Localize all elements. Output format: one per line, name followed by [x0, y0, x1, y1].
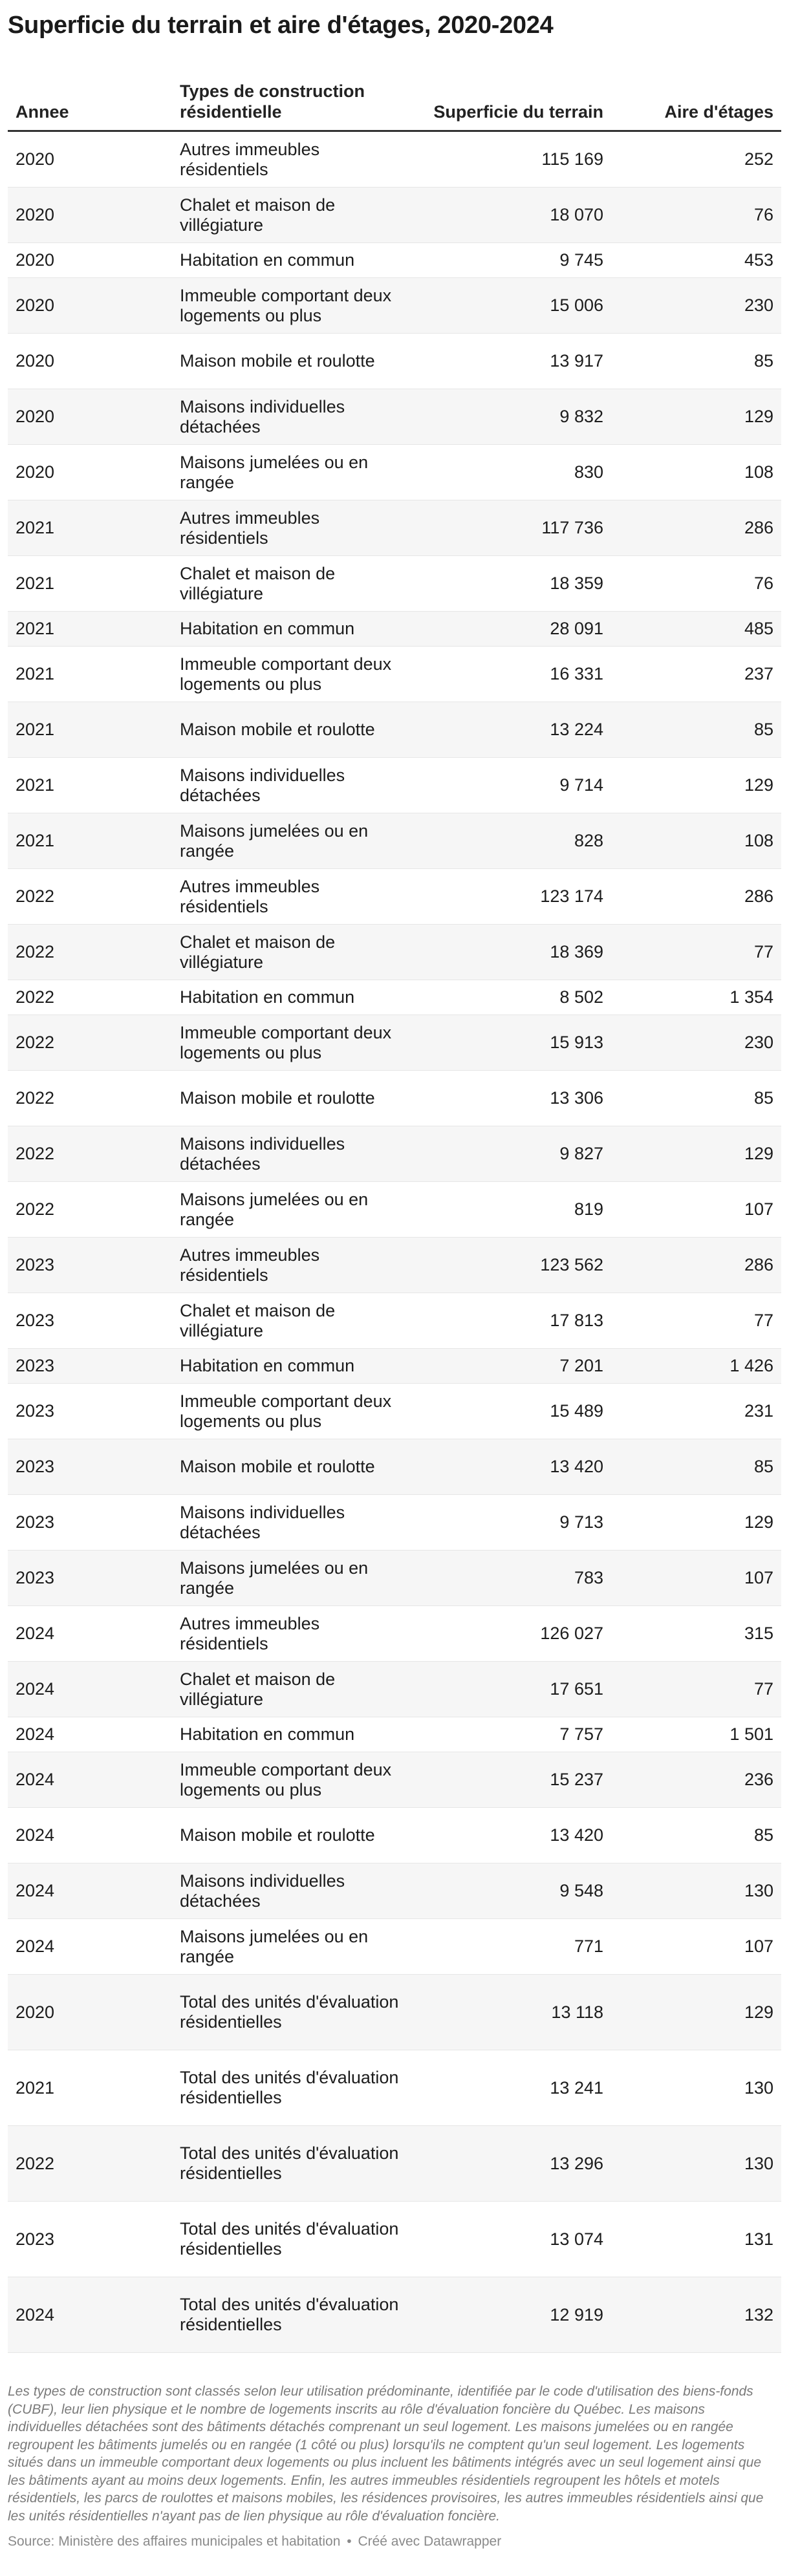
cell-aire: 130 — [744, 1881, 773, 1900]
cell-type: Autres immeubles résidentiels — [180, 508, 320, 548]
footnote-notes: Les types de construction sont classés selon leur utilisation prédominante, identifiée par le code d'utilisation des biens-fonds (CUBF), leur lien physique et le nombre de logements inscrits au rôle d'évaluation foncière du Québec. Les maisons individuelles détachées sont des bâtiments détachés comprenant un seul logement. Les maisons jumelées ou en rangée regroupent les bâtiments jumelés ou en rangée (1 côté ou plus) lorsqu'ils ne comptent qu'un seul logement. Les logements situés dans un immeuble comportant deux logements ou plus incluent les bâtiments intégrés avec un seul logement ainsi que les bâtiments ayant au moins deux logements. Enfin, les autres immeubles résidentiels regroupent les hôtels et motels résidentiels, les parcs de roulottes et maisons mobiles, les résidences provisoires, les autres immeubles résidentiels ainsi que les unités résidentielles n'ayant pas de lien physique au rôle d'évaluation foncière. — [8, 2384, 764, 2524]
cell-aire: 129 — [744, 775, 773, 795]
cell-superficie: 15 006 — [550, 295, 603, 315]
table-row — [8, 1238, 781, 1293]
cell-annee: 2023 — [16, 1401, 55, 1421]
table-row — [8, 1662, 781, 1717]
cell-type: Chalet et maison de villégiature — [180, 1669, 336, 1709]
header-superficie[interactable]: Superficie du terrain — [433, 102, 603, 122]
cell-annee: 2024 — [16, 2304, 55, 2324]
table-row — [8, 869, 781, 925]
cell-type: Maisons individuelles détachées — [180, 1502, 345, 1542]
cell-aire: 132 — [744, 2304, 773, 2324]
cell-superficie: 17 813 — [550, 1311, 603, 1330]
table-row — [8, 389, 781, 445]
table-row — [8, 758, 781, 813]
cell-annee: 2020 — [16, 295, 55, 315]
cell-superficie: 12 919 — [550, 2304, 603, 2324]
table-row — [8, 132, 781, 188]
cell-aire: 1 426 — [730, 1356, 773, 1375]
cell-aire: 85 — [753, 1088, 773, 1108]
header-aire[interactable]: Aire d'étages — [664, 102, 773, 122]
table-row — [8, 1293, 781, 1349]
cell-annee: 2021 — [16, 518, 55, 537]
cell-superficie: 13 074 — [550, 2229, 603, 2249]
cell-annee: 2021 — [16, 619, 55, 638]
cell-aire: 129 — [744, 407, 773, 426]
table-row — [8, 1919, 781, 1975]
cell-superficie: 15 913 — [550, 1033, 603, 1052]
source-separator: • — [347, 2534, 352, 2549]
cell-aire: 107 — [744, 1199, 773, 1219]
cell-superficie: 8 502 — [559, 987, 603, 1007]
table-row — [8, 2050, 781, 2126]
cell-type: Autres immeubles résidentiels — [180, 1245, 320, 1285]
table-row — [8, 1349, 781, 1384]
cell-superficie: 18 369 — [550, 942, 603, 961]
table-row — [8, 2277, 781, 2353]
cell-type: Maisons jumelées ou en rangée — [180, 1558, 369, 1598]
cell-annee: 2022 — [16, 1088, 55, 1108]
cell-annee: 2021 — [16, 831, 55, 850]
cell-type: Immeuble comportant deux logements ou plus — [180, 285, 392, 325]
cell-aire: 286 — [744, 518, 773, 537]
cell-type: Maison mobile et roulotte — [180, 1088, 375, 1108]
cell-superficie: 9 548 — [559, 1881, 603, 1900]
cell-superficie: 13 420 — [550, 1825, 603, 1845]
cell-superficie: 9 827 — [559, 1144, 603, 1163]
cell-type: Maisons individuelles détachées — [180, 1133, 345, 1174]
cell-annee: 2024 — [16, 1679, 55, 1699]
cell-type: Habitation en commun — [180, 1356, 355, 1375]
cell-aire: 77 — [753, 942, 773, 961]
cell-aire: 76 — [753, 574, 773, 593]
cell-superficie: 18 070 — [550, 205, 603, 224]
cell-superficie: 9 714 — [559, 775, 603, 795]
table-row — [8, 647, 781, 702]
cell-annee: 2023 — [16, 1512, 55, 1532]
cell-superficie: 15 237 — [550, 1770, 603, 1789]
table-row — [8, 2202, 781, 2277]
cell-aire: 129 — [744, 2002, 773, 2022]
table-header — [8, 70, 781, 132]
table-row — [8, 1126, 781, 1182]
cell-type: Maisons jumelées ou en rangée — [180, 821, 369, 861]
table-row — [8, 278, 781, 334]
cell-aire: 286 — [744, 1255, 773, 1274]
cell-type: Immeuble comportant deux logements ou plus — [180, 1759, 392, 1799]
cell-type: Maisons jumelées ou en rangée — [180, 1189, 369, 1229]
cell-superficie: 830 — [574, 462, 603, 482]
cell-aire: 85 — [753, 351, 773, 370]
cell-type: Total des unités d'évaluation résidentielles — [180, 2068, 399, 2107]
cell-annee: 2023 — [16, 1255, 55, 1274]
cell-annee: 2022 — [16, 886, 55, 906]
cell-type: Habitation en commun — [180, 987, 355, 1007]
cell-type: Total des unités d'évaluation résidentielles — [180, 2219, 399, 2259]
cell-superficie: 28 091 — [550, 619, 603, 638]
table-row — [8, 612, 781, 647]
cell-annee: 2020 — [16, 2002, 55, 2022]
cell-superficie: 13 118 — [551, 2002, 603, 2022]
table-row — [8, 1606, 781, 1662]
source-line — [8, 2533, 781, 2550]
cell-annee: 2024 — [16, 1624, 55, 1643]
cell-annee: 2024 — [16, 1937, 55, 1956]
table-row — [8, 1808, 781, 1863]
cell-annee: 2022 — [16, 1033, 55, 1052]
table-row — [8, 1717, 781, 1752]
cell-superficie: 783 — [574, 1568, 603, 1587]
cell-aire: 107 — [744, 1937, 773, 1956]
table-row — [8, 445, 781, 500]
cell-annee: 2022 — [16, 1199, 55, 1219]
cell-superficie: 9 745 — [559, 250, 603, 270]
cell-annee: 2022 — [16, 2153, 55, 2173]
cell-superficie: 13 241 — [550, 2077, 603, 2098]
cell-superficie: 13 296 — [550, 2153, 603, 2173]
cell-type: Habitation en commun — [180, 1724, 355, 1744]
cell-superficie: 9 713 — [559, 1512, 603, 1532]
header-spacer — [8, 40, 781, 70]
cell-annee: 2020 — [16, 250, 55, 270]
cell-type: Immeuble comportant deux logements ou plus — [180, 654, 392, 694]
cell-type: Chalet et maison de villégiature — [180, 1300, 336, 1340]
cell-aire: 129 — [744, 1144, 773, 1163]
cell-superficie: 123 562 — [540, 1255, 603, 1274]
table-row — [8, 1384, 781, 1439]
credit-link[interactable]: Créé avec Datawrapper — [358, 2534, 502, 2549]
header-annee[interactable]: Annee — [16, 102, 69, 122]
cell-annee: 2024 — [16, 1825, 55, 1845]
cell-superficie: 123 174 — [540, 886, 603, 906]
cell-aire: 85 — [753, 1457, 773, 1476]
cell-annee: 2023 — [16, 1457, 55, 1476]
cell-type: Chalet et maison de villégiature — [180, 932, 336, 972]
header-type[interactable]: Types de construction résidentielle — [180, 81, 365, 122]
cell-annee: 2023 — [16, 1311, 55, 1330]
table-row — [8, 1015, 781, 1071]
cell-type: Maison mobile et roulotte — [180, 351, 375, 370]
table-body — [8, 132, 781, 2353]
cell-aire: 315 — [744, 1624, 773, 1643]
cell-superficie: 7 201 — [559, 1356, 603, 1375]
cell-type: Habitation en commun — [180, 619, 355, 638]
cell-superficie: 16 331 — [550, 664, 603, 683]
cell-aire: 129 — [744, 1512, 773, 1532]
table-row — [8, 813, 781, 869]
cell-type: Immeuble comportant deux logements ou plus — [180, 1391, 392, 1431]
cell-annee: 2020 — [16, 149, 55, 169]
cell-annee: 2021 — [16, 2077, 55, 2098]
cell-aire: 231 — [744, 1401, 773, 1421]
cell-annee: 2024 — [16, 1770, 55, 1789]
table-row — [8, 925, 781, 980]
cell-type: Autres immeubles résidentiels — [180, 139, 320, 179]
cell-superficie: 13 420 — [550, 1457, 603, 1476]
chart-title: Superficie du terrain et aire d'étages, 2020-2024 — [8, 12, 554, 39]
cell-annee: 2022 — [16, 942, 55, 961]
cell-annee: 2021 — [16, 664, 55, 683]
cell-aire: 1 501 — [730, 1724, 773, 1744]
cell-superficie: 117 736 — [541, 518, 603, 537]
cell-type: Habitation en commun — [180, 250, 355, 270]
cell-aire: 237 — [744, 664, 773, 683]
cell-annee: 2020 — [16, 205, 55, 224]
cell-annee: 2022 — [16, 987, 55, 1007]
cell-type: Maisons individuelles détachées — [180, 1871, 345, 1911]
cell-aire: 286 — [744, 886, 773, 906]
table-row — [8, 1495, 781, 1551]
cell-annee: 2020 — [16, 407, 55, 426]
cell-superficie: 828 — [574, 831, 603, 850]
cell-superficie: 115 169 — [541, 149, 603, 169]
cell-annee: 2024 — [16, 1724, 55, 1744]
cell-aire: 130 — [744, 2153, 773, 2173]
table-row — [8, 1439, 781, 1495]
cell-type: Maisons individuelles détachées — [180, 396, 345, 436]
table-row — [8, 1752, 781, 1808]
cell-aire: 252 — [744, 149, 773, 169]
cell-type: Chalet et maison de villégiature — [180, 195, 336, 235]
cell-superficie: 18 359 — [550, 574, 603, 593]
table-row — [8, 980, 781, 1015]
cell-type: Immeuble comportant deux logements ou plus — [180, 1022, 392, 1062]
cell-type: Maisons jumelées ou en rangée — [180, 452, 369, 492]
cell-aire: 130 — [744, 2077, 773, 2098]
cell-superficie: 126 027 — [540, 1624, 603, 1643]
cell-superficie: 13 306 — [550, 1088, 603, 1108]
cell-annee: 2022 — [16, 1144, 55, 1163]
cell-annee: 2020 — [16, 351, 55, 370]
table-row — [8, 702, 781, 758]
cell-aire: 107 — [744, 1568, 773, 1587]
cell-aire: 76 — [753, 205, 773, 224]
cell-type: Total des unités d'évaluation résidentielles — [180, 1992, 399, 2032]
cell-annee: 2024 — [16, 1881, 55, 1900]
cell-type: Total des unités d'évaluation résidentielles — [180, 2295, 399, 2334]
cell-annee: 2023 — [16, 1356, 55, 1375]
cell-annee: 2021 — [16, 720, 55, 739]
cell-superficie: 13 224 — [550, 720, 603, 739]
cell-aire: 1 354 — [730, 987, 773, 1007]
table-row — [8, 500, 781, 556]
cell-aire: 85 — [753, 1825, 773, 1845]
cell-type: Chalet et maison de villégiature — [180, 563, 336, 603]
table-row — [8, 1863, 781, 1919]
cell-aire: 236 — [744, 1770, 773, 1789]
table-row — [8, 1551, 781, 1606]
cell-aire: 485 — [744, 619, 773, 638]
cell-type: Maison mobile et roulotte — [180, 1825, 375, 1845]
cell-superficie: 17 651 — [550, 1679, 603, 1699]
cell-superficie: 13 917 — [550, 351, 603, 370]
cell-superficie: 771 — [574, 1937, 603, 1956]
source-text: Source: Ministère des affaires municipales et habitation — [8, 2534, 341, 2549]
cell-aire: 108 — [744, 462, 773, 482]
cell-aire: 108 — [744, 831, 773, 850]
cell-aire: 230 — [744, 295, 773, 315]
cell-superficie: 7 757 — [559, 1724, 603, 1744]
table-row — [8, 334, 781, 389]
table-row — [8, 1975, 781, 2050]
table-row — [8, 2126, 781, 2202]
cell-annee: 2023 — [16, 2229, 55, 2249]
cell-annee: 2023 — [16, 1568, 55, 1587]
cell-type: Maison mobile et roulotte — [180, 720, 375, 739]
cell-superficie: 9 832 — [559, 407, 603, 426]
cell-aire: 131 — [744, 2229, 773, 2249]
cell-type: Maisons individuelles détachées — [180, 765, 345, 805]
cell-aire: 85 — [753, 720, 773, 739]
cell-type: Total des unités d'évaluation résidentielles — [180, 2143, 399, 2183]
cell-aire: 230 — [744, 1033, 773, 1052]
table-row — [8, 188, 781, 243]
cell-type: Maison mobile et roulotte — [180, 1457, 375, 1476]
cell-superficie: 819 — [574, 1199, 603, 1219]
table-row — [8, 1182, 781, 1238]
table-row — [8, 556, 781, 612]
cell-type: Autres immeubles résidentiels — [180, 876, 320, 916]
cell-annee: 2021 — [16, 775, 55, 795]
table-row — [8, 243, 781, 278]
table-row — [8, 1071, 781, 1126]
cell-aire: 77 — [753, 1311, 773, 1330]
cell-annee: 2021 — [16, 574, 55, 593]
cell-aire: 77 — [753, 1679, 773, 1699]
cell-type: Maisons jumelées ou en rangée — [180, 1926, 369, 1966]
cell-annee: 2020 — [16, 462, 55, 482]
cell-type: Autres immeubles résidentiels — [180, 1613, 320, 1653]
cell-aire: 453 — [744, 250, 773, 270]
cell-superficie: 15 489 — [550, 1401, 603, 1421]
